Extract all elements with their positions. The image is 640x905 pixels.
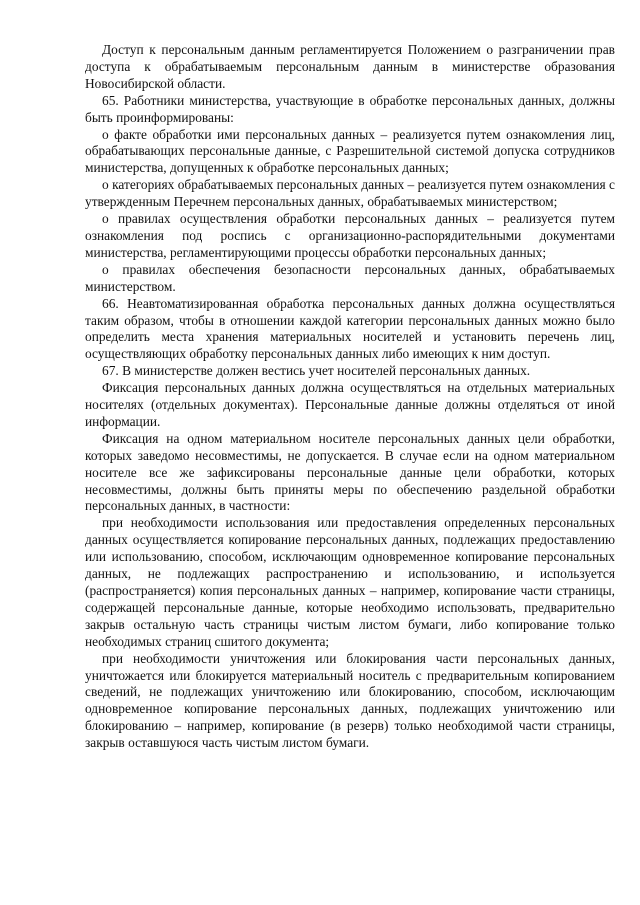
paragraph-67: 67. В министерстве должен вестись учет носителей персональных данных. — [102, 363, 531, 379]
paragraph-65: 65. Работники министерства, участвующие в обработке персональных данных, должны быть проинформированы: — [85, 92, 615, 125]
list-item-destruction: при необходимости уничтожения или блокирования части персональных данных, уничтожается или блокируется материальный носитель с предварительным копированием сведений, не подлежащих уничтожению или блокированию, способом, исключающим одновременное копирование персональных данных, подлежащих уничтожению или блокированию – например, копирование (в резерв) только необходимой части страницы, закрыв оставшуюся часть чистым листом бумаги. — [85, 650, 615, 751]
list-item-security-rules: о правилах обеспечения безопасности персональных данных, обрабатываемых министерством. — [85, 261, 615, 294]
list-item-copying: при необходимости использования или предоставления определенных персональных данных осуществляется копирование персональных данных, подлежащих предоставлению или использованию, способом, исключающим одновременное копирование персональных данных, не подлежащих распространению и использованию, и используется (распространяется) копия персональных данных – например, копирование части страницы, содержащей персональные данные, которые необходимо использовать, предварительно закрыв остальную часть страницы чистым листом бумаги, либо копирование только необходимых страниц сшитого документа; — [85, 515, 615, 649]
paragraph-incompatible-purposes: Фиксация на одном материальном носителе персональных данных цели обработки, которых заведомо несовместимы, не допускается. В случае если на одном материальном носителе все же зафиксированы персональные данные цели обработки, которых несовместимы, должны быть приняты меры по обеспечению раздельной обработки персональных данных, в частности: — [85, 430, 615, 514]
list-item-data-categories: о категориях обрабатываемых персональных данных – реализуется путем ознакомления с утвержденным Перечнем персональных данных, обрабатываемых министерством; — [85, 177, 615, 210]
paragraph-66: 66. Неавтоматизированная обработка персональных данных должна осуществляться таким образом, чтобы в отношении каждой категории персональных данных можно было определить места хранения материальных носителей и установить перечень лиц, осуществляющих обработку персональных данных либо имеющих к ним доступ. — [85, 295, 615, 362]
paragraph-separate-media: Фиксация персональных данных должна осуществляться на отдельных материальных носителях (отдельных документах). Персональные данные должны отделяться от иной информации. — [85, 380, 615, 429]
list-item-processing-fact: о факте обработки ими персональных данных – реализуется путем ознакомления лиц, обрабатывающих персональные данные, с Разрешительной системой допуска сотрудников министерства, допущенных к обработке персональных данных; — [85, 126, 615, 176]
paragraph-access-regulation: Доступ к персональным данным регламентируется Положением о разграничении прав доступа к обрабатываемым персональным данным в министерстве образования Новосибирской области. — [85, 42, 615, 91]
list-item-processing-rules: о правилах осуществления обработки персональных данных – реализуется путем ознакомления под роспись с организационно-распорядительными документами министерства, регламентирующими процессы обработки персональных данных; — [85, 211, 615, 260]
